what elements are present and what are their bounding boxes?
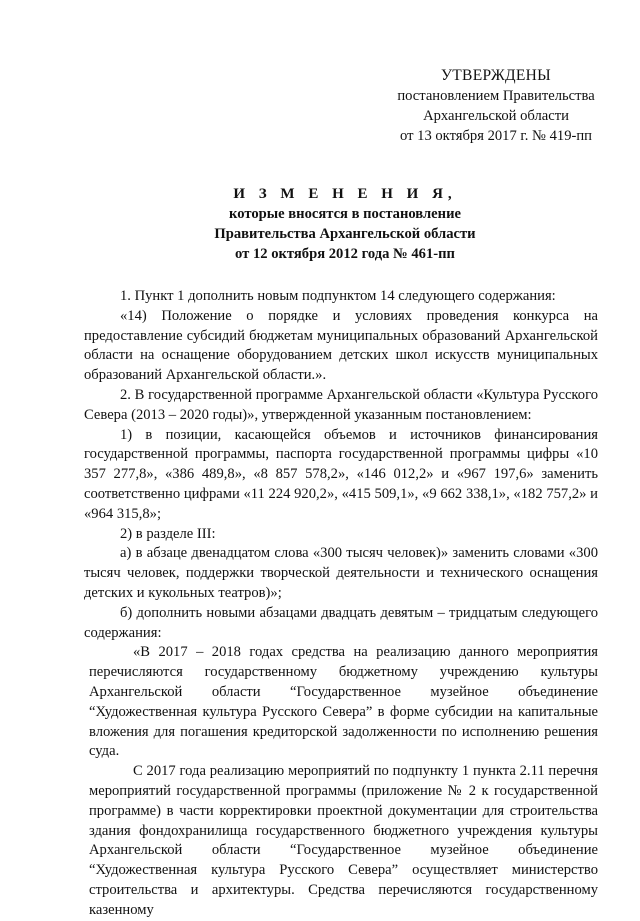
paragraph-7: б) дополнить новыми абзацами двадцать девятым – тридцатым следующего содержания:	[84, 604, 598, 641]
approval-line-1: постановлением Правительства	[397, 88, 595, 104]
paragraph-6: а) в абзаце двенадцатом слова «300 тысяч человек)» заменить словами «300 тысяч человек, поддержки творческой деятельности и технического оснащения детских и кукольных театров)»;	[84, 545, 598, 601]
document-title	[150, 184, 540, 264]
paragraph-5: 2) в разделе III:	[120, 525, 216, 542]
paragraph-2: «14) Положение о порядке и условиях проведения конкурса на предоставление субсидий бюджетам муниципальных образований Архангельской области на оснащение оборудованием детских школ искусств муниципальных образований Архангельской области.».	[84, 307, 598, 384]
title-main: И З М Е Н Е Н И Я,	[233, 186, 457, 202]
paragraph-8: «В 2017 – 2018 годах средства на реализацию данного мероприятия перечисляются государственному бюджетному учреждению культуры Архангельской области “Государственное музейное объединение “Художественная культура Русского Севера” в форме субсидии на капитальные вложения для погашения кредиторской задолженности по исполнению решения суда.	[89, 644, 598, 760]
approval-line-3: от 13 октября 2017 г. № 419-пп	[400, 128, 592, 144]
paragraph-4: 1) в позиции, касающейся объемов и источников финансирования государственной программы, паспорта государственной программы цифры «10 357 277,8», «386 489,8», «8 857 578,2», «146 012,2» и «967 197,6» заменить соответственно цифрами «11 224 920,2», «415 509,1», «9 662 338,1», «182 757,2» и «964 315,8»;	[84, 426, 598, 522]
paragraph-9: С 2017 года реализацию мероприятий по подпункту 1 пункта 2.11 перечня мероприятий государственной программы (приложение № 2 к государственной программе) в части корректировки проектной документации для строительства здания фондохранилища государственного бюджетного учреждения культуры Архангельской области “Государственное музейное объединение “Художественная культура Русского Севера” осуществляет министерство строительства и архитектуры. Средства перечисляются государственному казенному	[89, 763, 598, 918]
paragraph-1: 1. Пункт 1 дополнить новым подпунктом 14 следующего содержания:	[120, 288, 556, 304]
paragraph-3: 2. В государственной программе Архангельской области «Культура Русского Севера (2013 – 2020 годы)», утвержденной указанным постановлением:	[84, 386, 598, 423]
quoted-block	[84, 643, 598, 920]
approval-heading: УТВЕРЖДЕНЫ	[441, 67, 551, 84]
document-body	[84, 287, 598, 921]
title-line-2: Правительства Архангельской области	[214, 226, 476, 242]
approval-line-2: Архангельской области	[423, 108, 569, 124]
title-line-1: которые вносятся в постановление	[229, 206, 461, 222]
title-line-3: от 12 октября 2012 года № 461-пп	[235, 246, 455, 262]
approval-block	[380, 66, 612, 146]
